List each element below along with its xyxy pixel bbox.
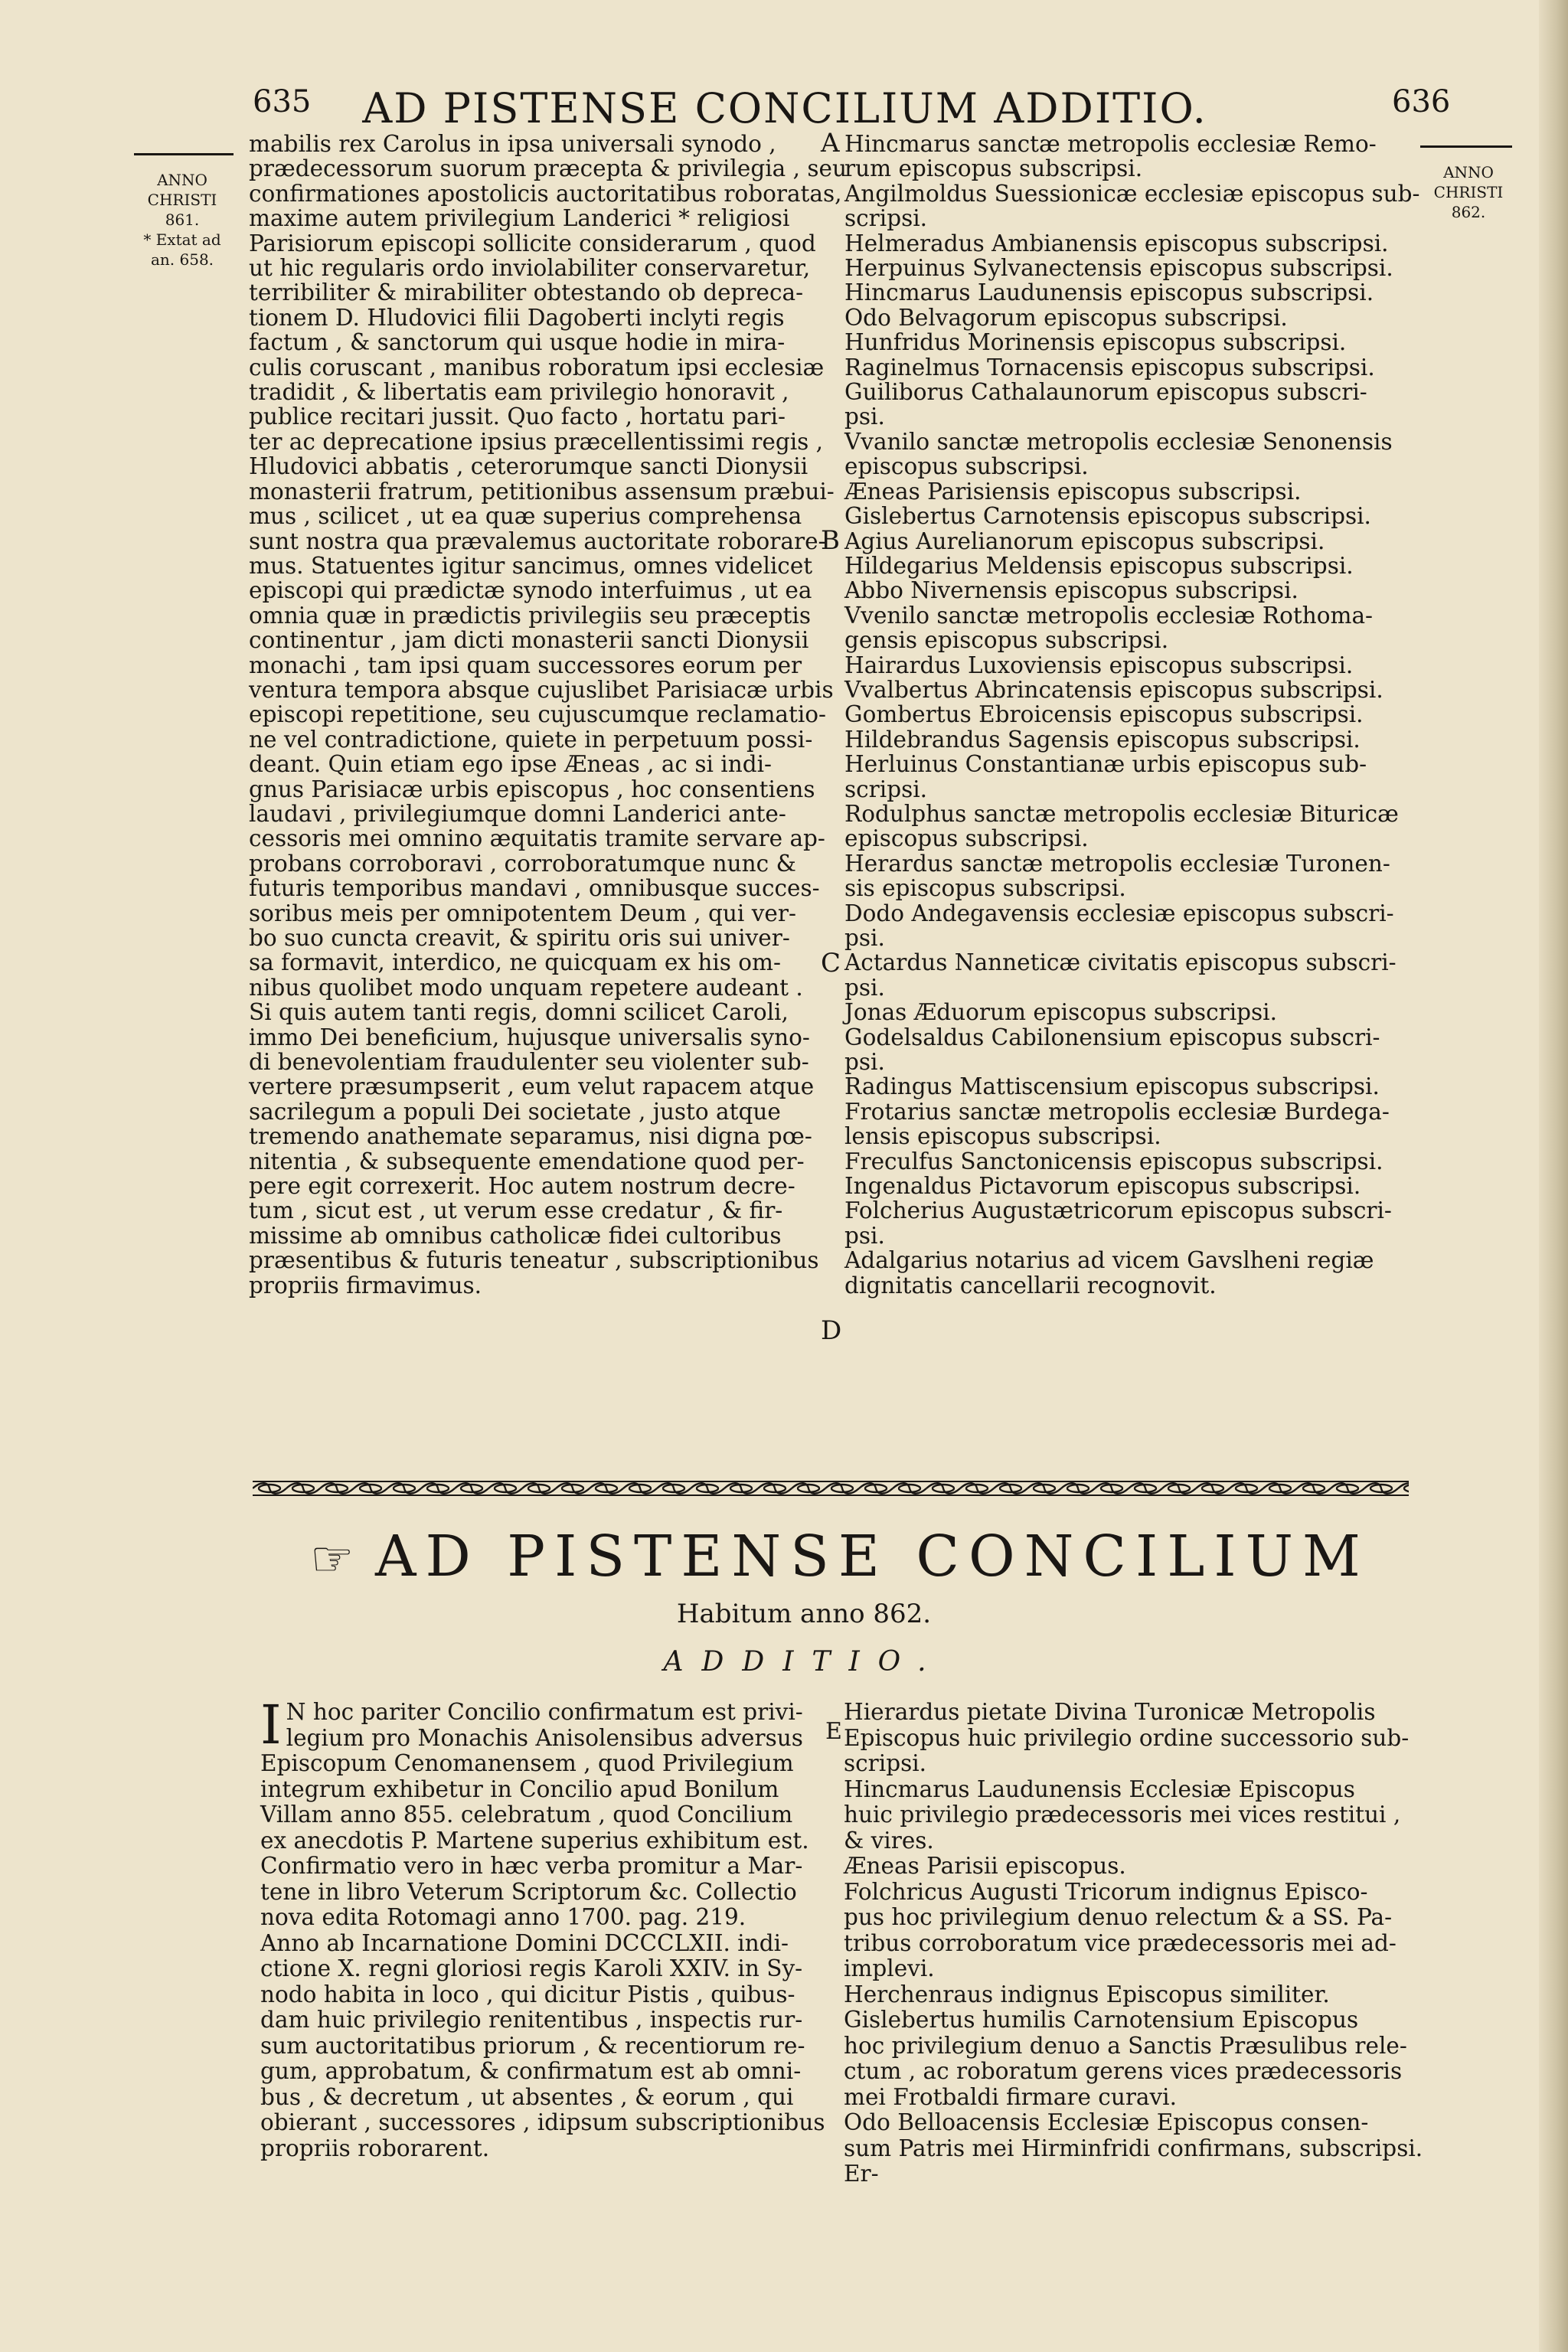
text-line: Villam anno 855. celebratum , quod Concilium	[260, 1802, 793, 1828]
text-line: omnia quæ in prædictis privilegiis seu præceptis	[249, 602, 811, 629]
signature-line: Hincmarus Laudunensis episcopus subscripsi.	[844, 279, 1374, 306]
text-line: vertere præsumpserit , eum velut rapacem atque	[249, 1073, 815, 1100]
text-line: integrum exhibetur in Concilio apud Bonilum	[260, 1775, 779, 1802]
bottom-right-column	[844, 1700, 1441, 2187]
text-line: confirmationes apostolicis auctoritatibus roboratas,	[249, 180, 842, 207]
text-line: præsentibus & futuris teneatur , subscriptionibus	[249, 1247, 819, 1274]
text-line: dam huic privilegio renitentibus , inspectis rur-	[260, 2007, 803, 2033]
signature-line: Herardus sanctæ metropolis ecclesiæ Turonen-	[844, 850, 1390, 877]
text-line: tradidit , & libertatis eam privilegio honoravit ,	[249, 379, 789, 406]
text-line: sa formavit, interdico, ne quicquam ex his om-	[249, 949, 781, 976]
signature-line: & vires.	[844, 1827, 934, 1854]
text-line: nitentia , & subsequente emendatione quod per-	[249, 1148, 805, 1174]
text-line: sacrilegum a populi Dei societate , justo atque	[249, 1098, 781, 1125]
margin-note-left	[129, 170, 236, 270]
text-line: sum auctoritatibus priorum , & recentiorum re-	[260, 2032, 805, 2059]
text-line: legium pro Monachis Anisolensibus adversus	[286, 1724, 803, 1751]
signature-line: episcopus subscripsi.	[844, 453, 1089, 480]
signature-line: Hairardus Luxoviensis episcopus subscripsi.	[844, 652, 1354, 678]
signature-line: ctum , ac roboratum gerens vices prædecessoris	[844, 2058, 1403, 2084]
signature-line: Actardus Nanneticæ civitatis episcopus subscri-	[844, 949, 1396, 976]
signature-line: sum Patris mei Hirminfridi confirmans, subscripsi.	[844, 2135, 1423, 2161]
text-line: maxime autem privilegium Landerici * religiosi	[249, 205, 790, 232]
signature-line: psi.	[844, 1049, 885, 1076]
text-line: nodo habita in loco , qui dicitur Pistis , quibus-	[260, 1981, 795, 2007]
text-line: Anno ab Incarnatione Domini DCCCLXII. indi-	[260, 1929, 789, 1956]
text-line: tum , sicut est , ut verum esse credatur , & fir-	[249, 1197, 783, 1224]
text-line: cessoris mei omnino æquitatis tramite servare ap-	[249, 825, 825, 852]
text-line: tene in libro Veterum Scriptorum &c. Collectio	[260, 1878, 797, 1905]
text-line: monachi , tam ipsi quam successores eorum per	[249, 652, 802, 678]
text-line: obierant , successores , idipsum subscriptionibus	[260, 2109, 825, 2135]
text-line: propriis roborarent.	[260, 2135, 490, 2161]
section-subtitle: Habitum anno 862.	[676, 1599, 932, 1629]
signature-line: scripsi.	[844, 205, 928, 232]
signature-line: Folchricus Augusti Tricorum indignus Episco-	[844, 1878, 1368, 1905]
signature-line: Folcherius Augustætricorum episcopus subscri-	[844, 1197, 1392, 1224]
signature-line: Adalgarius notarius ad vicem Gavslheni regiæ	[844, 1247, 1374, 1274]
signature-line: Hildebrandus Sagensis episcopus subscripsi.	[844, 726, 1361, 753]
signature-line: pus hoc privilegium denuo relectum & a SS. Pa-	[844, 1904, 1393, 1930]
text-line: episcopi qui prædictæ synodo interfuimus , ut ea	[249, 577, 812, 604]
text-line: ctione X. regni gloriosi regis Karoli XXIV. in Sy-	[260, 1955, 803, 1981]
text-line: mus , scilicet , ut ea quæ superius comprehensa	[249, 503, 802, 530]
ornament-graphic	[253, 1479, 1409, 1498]
text-line: monasterii fratrum, petitionibus assensum præbui-	[249, 478, 835, 505]
signature-line: Gislebertus humilis Carnotensium Episcopus	[844, 2007, 1359, 2033]
signature-line: rum episcopus subscripsi.	[844, 155, 1143, 182]
signature-line: psi.	[844, 974, 885, 1001]
signature-line: Hildegarius Meldensis episcopus subscripsi.	[844, 552, 1354, 579]
signature-line: Herchenraus indignus Episcopus similiter.	[844, 1981, 1330, 2007]
section-mark-a: A	[821, 128, 840, 158]
text-line: Parisiorum episcopi sollicite considerarum , quod	[249, 230, 816, 256]
text-line: laudavi , privilegiumque domni Landerici ante-	[249, 800, 786, 827]
section-mark-c: C	[821, 948, 841, 978]
page-number-left: 635	[253, 84, 312, 119]
signature-line: Herpuinus Sylvanectensis episcopus subscripsi.	[844, 255, 1393, 282]
section-title: AD PISTENSE CONCILIUM	[375, 1524, 1370, 1589]
margin-note-line: ANNO	[157, 171, 207, 189]
page-binding-shadow	[1539, 0, 1568, 2352]
text-line: di benevolentiam fraudulenter seu violenter sub-	[249, 1049, 809, 1076]
section-mark-d: D	[821, 1315, 842, 1346]
signature-line: psi.	[844, 925, 885, 951]
signature-line: mei Frotbaldi firmare curavi.	[844, 2083, 1177, 2110]
text-line: sunt nostra qua prævalemus auctoritate roborare-	[249, 528, 826, 554]
ornamental-rule	[253, 1479, 1409, 1498]
section-mark-e: E	[825, 1718, 842, 1745]
signature-line: Ingenaldus Pictavorum episcopus subscripsi.	[844, 1173, 1361, 1200]
drop-cap: I	[260, 1700, 282, 1751]
signature-line: Episcopus huic privilegio ordine successorio sub-	[844, 1724, 1410, 1751]
first-paragraph	[260, 1700, 827, 1751]
margin-note-line: * Extat ad	[143, 230, 221, 249]
top-rule-right	[1420, 145, 1512, 148]
text-line: pere egit correxerit. Hoc autem nostrum decre-	[249, 1173, 795, 1200]
pointing-hand-icon: ☞	[310, 1531, 354, 1588]
signature-line: Er-	[844, 2161, 879, 2187]
signature-line: Vvenilo sanctæ metropolis ecclesiæ Rothoma-	[844, 602, 1374, 629]
signature-line: Frotarius sanctæ metropolis ecclesiæ Burdega-	[844, 1098, 1390, 1125]
margin-note-line: ANNO	[1443, 163, 1494, 181]
text-line: soribus meis per omnipotentem Deum , qui ver-	[249, 900, 796, 926]
signature-line: Agius Aurelianorum episcopus subscripsi.	[844, 528, 1325, 554]
text-line: ne vel contradictione, quiete in perpetuum possi-	[249, 726, 813, 753]
signature-line: Æneas Parisiensis episcopus subscripsi.	[844, 478, 1302, 505]
text-line: Hludovici abbatis , ceterorumque sancti Dionysii	[249, 453, 808, 480]
text-line: ventura tempora absque cujuslibet Parisiacæ urbis	[249, 676, 834, 703]
text-line: futuris temporibus mandavi , omnibusque succes-	[249, 875, 820, 902]
signature-line: Abbo Nivernensis episcopus subscripsi.	[844, 577, 1298, 604]
running-title: AD PISTENSE CONCILIUM ADDITIO.	[362, 84, 1207, 132]
text-line: episcopi repetitione, seu cujuscumque reclamatio-	[249, 701, 827, 728]
bottom-left-column	[260, 1700, 827, 2161]
text-line: deant. Quin etiam ego ipse Æneas , ac si indi-	[249, 751, 772, 778]
text-line: continentur , jam dicti monasterii sancti Dionysii	[249, 627, 809, 654]
signature-line: Hunfridus Morinensis episcopus subscripsi.	[844, 329, 1347, 356]
margin-note-line: CHRISTI	[1433, 183, 1504, 201]
text-line: missime ab omnibus catholicæ fidei cultoribus	[249, 1222, 782, 1249]
signature-line: psi.	[844, 1222, 885, 1249]
text-line: Confirmatio vero in hæc verba promitur a Mar-	[260, 1853, 803, 1879]
signature-line: Odo Belvagorum episcopus subscripsi.	[844, 304, 1288, 331]
text-line: tionem D. Hludovici filii Dagoberti inclyti regis	[249, 304, 785, 331]
signature-line: episcopus subscripsi.	[844, 825, 1089, 852]
signature-line: gensis episcopus subscripsi.	[844, 627, 1169, 654]
text-line: propriis firmavimus.	[249, 1272, 482, 1298]
signature-line: Jonas Æduorum episcopus subscripsi.	[844, 999, 1277, 1026]
page-number-right: 636	[1392, 84, 1451, 119]
text-line: nibus quolibet modo unquam repetere audeant .	[249, 974, 803, 1001]
text-line: ter ac deprecatione ipsius præcellentissimi regis ,	[249, 428, 824, 455]
text-line: publice recitari jussit. Quo facto , hortatu pari-	[249, 403, 786, 430]
signature-line: hoc privilegium denuo a Sanctis Præsulibus rele-	[844, 2032, 1407, 2059]
signature-line: lensis episcopus subscripsi.	[844, 1123, 1161, 1150]
text-line: terribiliter & mirabiliter obtestando ob depreca-	[249, 279, 804, 306]
signature-line: tribus corroboratum vice prædecessoris mei ad-	[844, 1929, 1396, 1956]
signature-line: implevi.	[844, 1955, 935, 1981]
text-line: tremendo anathemate separamus, nisi digna pœ-	[249, 1123, 812, 1150]
bottom-left-lines	[260, 1751, 827, 2161]
signature-line: Dodo Andegavensis ecclesiæ episcopus subscri-	[844, 900, 1394, 926]
signature-line: huic privilegio prædecessoris mei vices restitui ,	[844, 1802, 1401, 1828]
signature-line: Gombertus Ebroicensis episcopus subscripsi.	[844, 701, 1364, 728]
text-line: Si quis autem tanti regis, domni scilicet Caroli,	[249, 999, 789, 1026]
signature-line: psi.	[844, 403, 885, 430]
text-line: gum, approbatum, & confirmatum est ab omni-	[260, 2058, 802, 2084]
text-line: Episcopum Cenomanensem , quod Privilegium	[260, 1750, 794, 1776]
text-line: mabilis rex Carolus in ipsa universali synodo ,	[249, 131, 776, 157]
text-line: immo Dei beneficium, hujusque universalis syno-	[249, 1024, 810, 1050]
margin-note-line: CHRISTI	[147, 191, 217, 209]
signature-line: Angilmoldus Suessionicæ ecclesiæ episcopus sub-	[844, 180, 1420, 207]
signature-line: Rodulphus sanctæ metropolis ecclesiæ Bituricæ	[844, 800, 1399, 827]
signature-line: Gislebertus Carnotensis episcopus subscripsi.	[844, 503, 1371, 530]
text-line: bo suo cuncta creavit, & spiritu oris sui univer-	[249, 925, 790, 951]
signature-line: scripsi.	[844, 776, 928, 802]
signature-line: Hierardus pietate Divina Turonicæ Metropolis	[844, 1699, 1376, 1725]
signature-line: Hincmarus sanctæ metropolis ecclesiæ Remo-	[844, 131, 1377, 157]
signature-line: Guiliborus Cathalaunorum episcopus subscri-	[844, 379, 1367, 406]
signature-line: Vvalbertus Abrincatensis episcopus subscripsi.	[844, 676, 1383, 703]
text-line: ex anecdotis P. Martene superius exhibitum est.	[260, 1827, 809, 1854]
text-line: nova edita Rotomagi anno 1700. pag. 219.	[260, 1904, 746, 1930]
signature-line: Raginelmus Tornacensis episcopus subscripsi.	[844, 354, 1375, 381]
section-mark-b: B	[821, 525, 840, 556]
signature-line: Vvanilo sanctæ metropolis ecclesiæ Senonensis	[844, 428, 1393, 455]
margin-note-line: 862.	[1451, 203, 1486, 221]
signature-line: sis episcopus subscripsi.	[844, 875, 1126, 902]
signature-line: Æneas Parisii episcopus.	[844, 1853, 1126, 1879]
right-text-column	[844, 132, 1426, 1298]
left-text-column	[249, 131, 847, 1298]
text-line: prædecessorum suorum præcepta & privilegia , seu	[249, 155, 847, 182]
signature-line: Helmeradus Ambianensis episcopus subscripsi.	[844, 230, 1389, 256]
margin-note-line: an. 658.	[150, 250, 214, 269]
signature-line: Freculfus Sanctonicensis episcopus subscripsi.	[844, 1148, 1383, 1174]
text-line: culis coruscant , manibus roboratum ipsi ecclesiæ	[249, 354, 825, 381]
signature-line: dignitatis cancellarii recognovit.	[844, 1272, 1217, 1298]
text-line: bus , & decretum , ut absentes , & eorum , qui	[260, 2083, 794, 2110]
signature-line: Herluinus Constantianæ urbis episcopus sub-	[844, 751, 1367, 778]
text-line: gnus Parisiacæ urbis episcopus , hoc consentiens	[249, 776, 815, 802]
text-line: mus. Statuentes igitur sancimus, omnes videlicet	[249, 552, 813, 579]
section-additio: ADDITIO.	[663, 1646, 945, 1677]
margin-note-right	[1423, 162, 1514, 222]
signature-line: scripsi.	[844, 1750, 927, 1776]
signature-line: Odo Belloacensis Ecclesiæ Episcopus consen-	[844, 2109, 1369, 2135]
signature-line: Radingus Mattiscensium episcopus subscripsi.	[844, 1073, 1380, 1100]
text-line: probans corroboravi , corroboratumque nunc &	[249, 850, 796, 877]
top-rule-left	[134, 153, 234, 155]
text-line: ut hic regularis ordo inviolabiliter conservaretur,	[249, 255, 811, 282]
margin-note-line: 861.	[165, 211, 200, 229]
signature-line: Godelsaldus Cabilonensium episcopus subscri-	[844, 1024, 1380, 1050]
text-line: factum , & sanctorum qui usque hodie in mira-	[249, 329, 786, 356]
text-line: N hoc pariter Concilio confirmatum est privi-	[286, 1700, 803, 1725]
signature-line: Hincmarus Laudunensis Ecclesiæ Episcopus	[844, 1775, 1355, 1802]
